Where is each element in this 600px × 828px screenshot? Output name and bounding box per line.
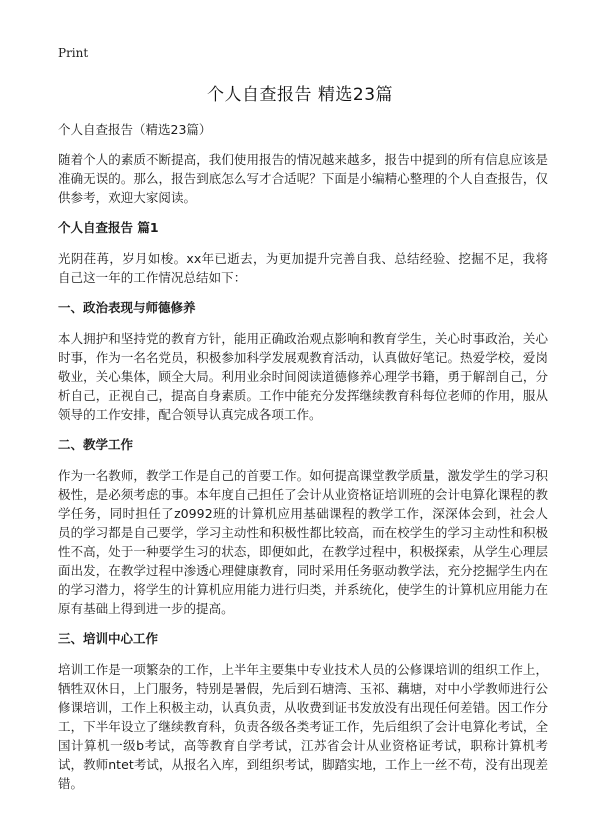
- article-intro-paragraph: 光阴荏苒，岁月如梭。xx年已逝去，为更加提升完善自我、总结经验、挖掘不足，我将自己这一年的工作情况总结如下：: [58, 251, 548, 285]
- document-title: 个人自查报告 精选23篇: [206, 85, 394, 105]
- section-heading-teaching: 二、教学工作: [58, 437, 134, 452]
- document-subtitle: 个人自查报告（精选23篇）: [58, 122, 212, 137]
- print-label: Print: [58, 46, 89, 60]
- section-heading-politics: 一、政治表现与师德修养: [58, 300, 196, 315]
- intro-paragraph: 随着个人的素质不断提高，我们使用报告的情况越来越多，报告中提到的所有信息应该是准确无误的。那么，报告到底怎么写才合适呢？下面是小编精心整理的个人自查报告，仅供参考，欢迎大家阅读。: [58, 152, 548, 205]
- section-body-politics: 本人拥护和坚持党的教育方针，能用正确政治观点影响和教育学生，关心时事政治，关心时事，作为一名名党员，积极参加科学发展观教育活动，认真做好笔记。热爱学校，爱岗敬业，关心集体，顾全大局。利用业余时间阅读道德修养心理学书籍，勇于解剖自己，分析自己，正视自己，提高自身素质。工作中能充分发挥继续教育科每位老师的作用，服从领导的工作安排，配合领导认真完成各项工作。: [58, 331, 548, 422]
- section-body-teaching: 作为一名教师，教学工作是自己的首要工作。如何提高课堂教学质量，激发学生的学习积极性，是必须考虑的事。本年度自己担任了会计从业资格证培训班的会计电算化课程的教学任务，同时担任了z0992班的计算机应用基础课程的教学工作，深深体会到，社会人员的学习都是自己要学，学习主动性和积极性都比较高，而在校学生的学习主动性和积极性不高，处于一种要学生习的状态，即便如此，在教学过程中，积极探索，从学生心理层面出发，在教学过程中渗透心理健康教育，同时采用任务驱动教学法，充分挖掘学生内在的学习潜力，将学生的计算机应用能力进行归类，并系统化，使学生的计算机应用能力在原有基础上得到进一步的提高。: [58, 468, 548, 616]
- article-heading: 个人自查报告 篇1: [58, 220, 159, 235]
- section-heading-training: 三、培训中心工作: [58, 631, 159, 646]
- section-body-training: 培训工作是一项繁杂的工作，上半年主要集中专业技术人员的公修课培训的组织工作上，牺牲双休日，上门服务，特别是暑假，先后到石塘湾、玉祁、藕塘，对中小学教师进行公修课培训，工作上积极主动，认真负责，从收费到证书发放没有出现任何差错。因工作分工，下半年设立了继续教育科，负责各级各类考证工作，先后组织了会计电算化考试，全国计算机一级b考试，高等教育自学考试，江苏省会计从业资格证考试，职称计算机考试，教师ntet考试，从报名入库，到组织考试，脚踏实地，工作上一丝不苟，没有出现差错。: [58, 662, 548, 791]
- document-body: [58, 120, 548, 804]
